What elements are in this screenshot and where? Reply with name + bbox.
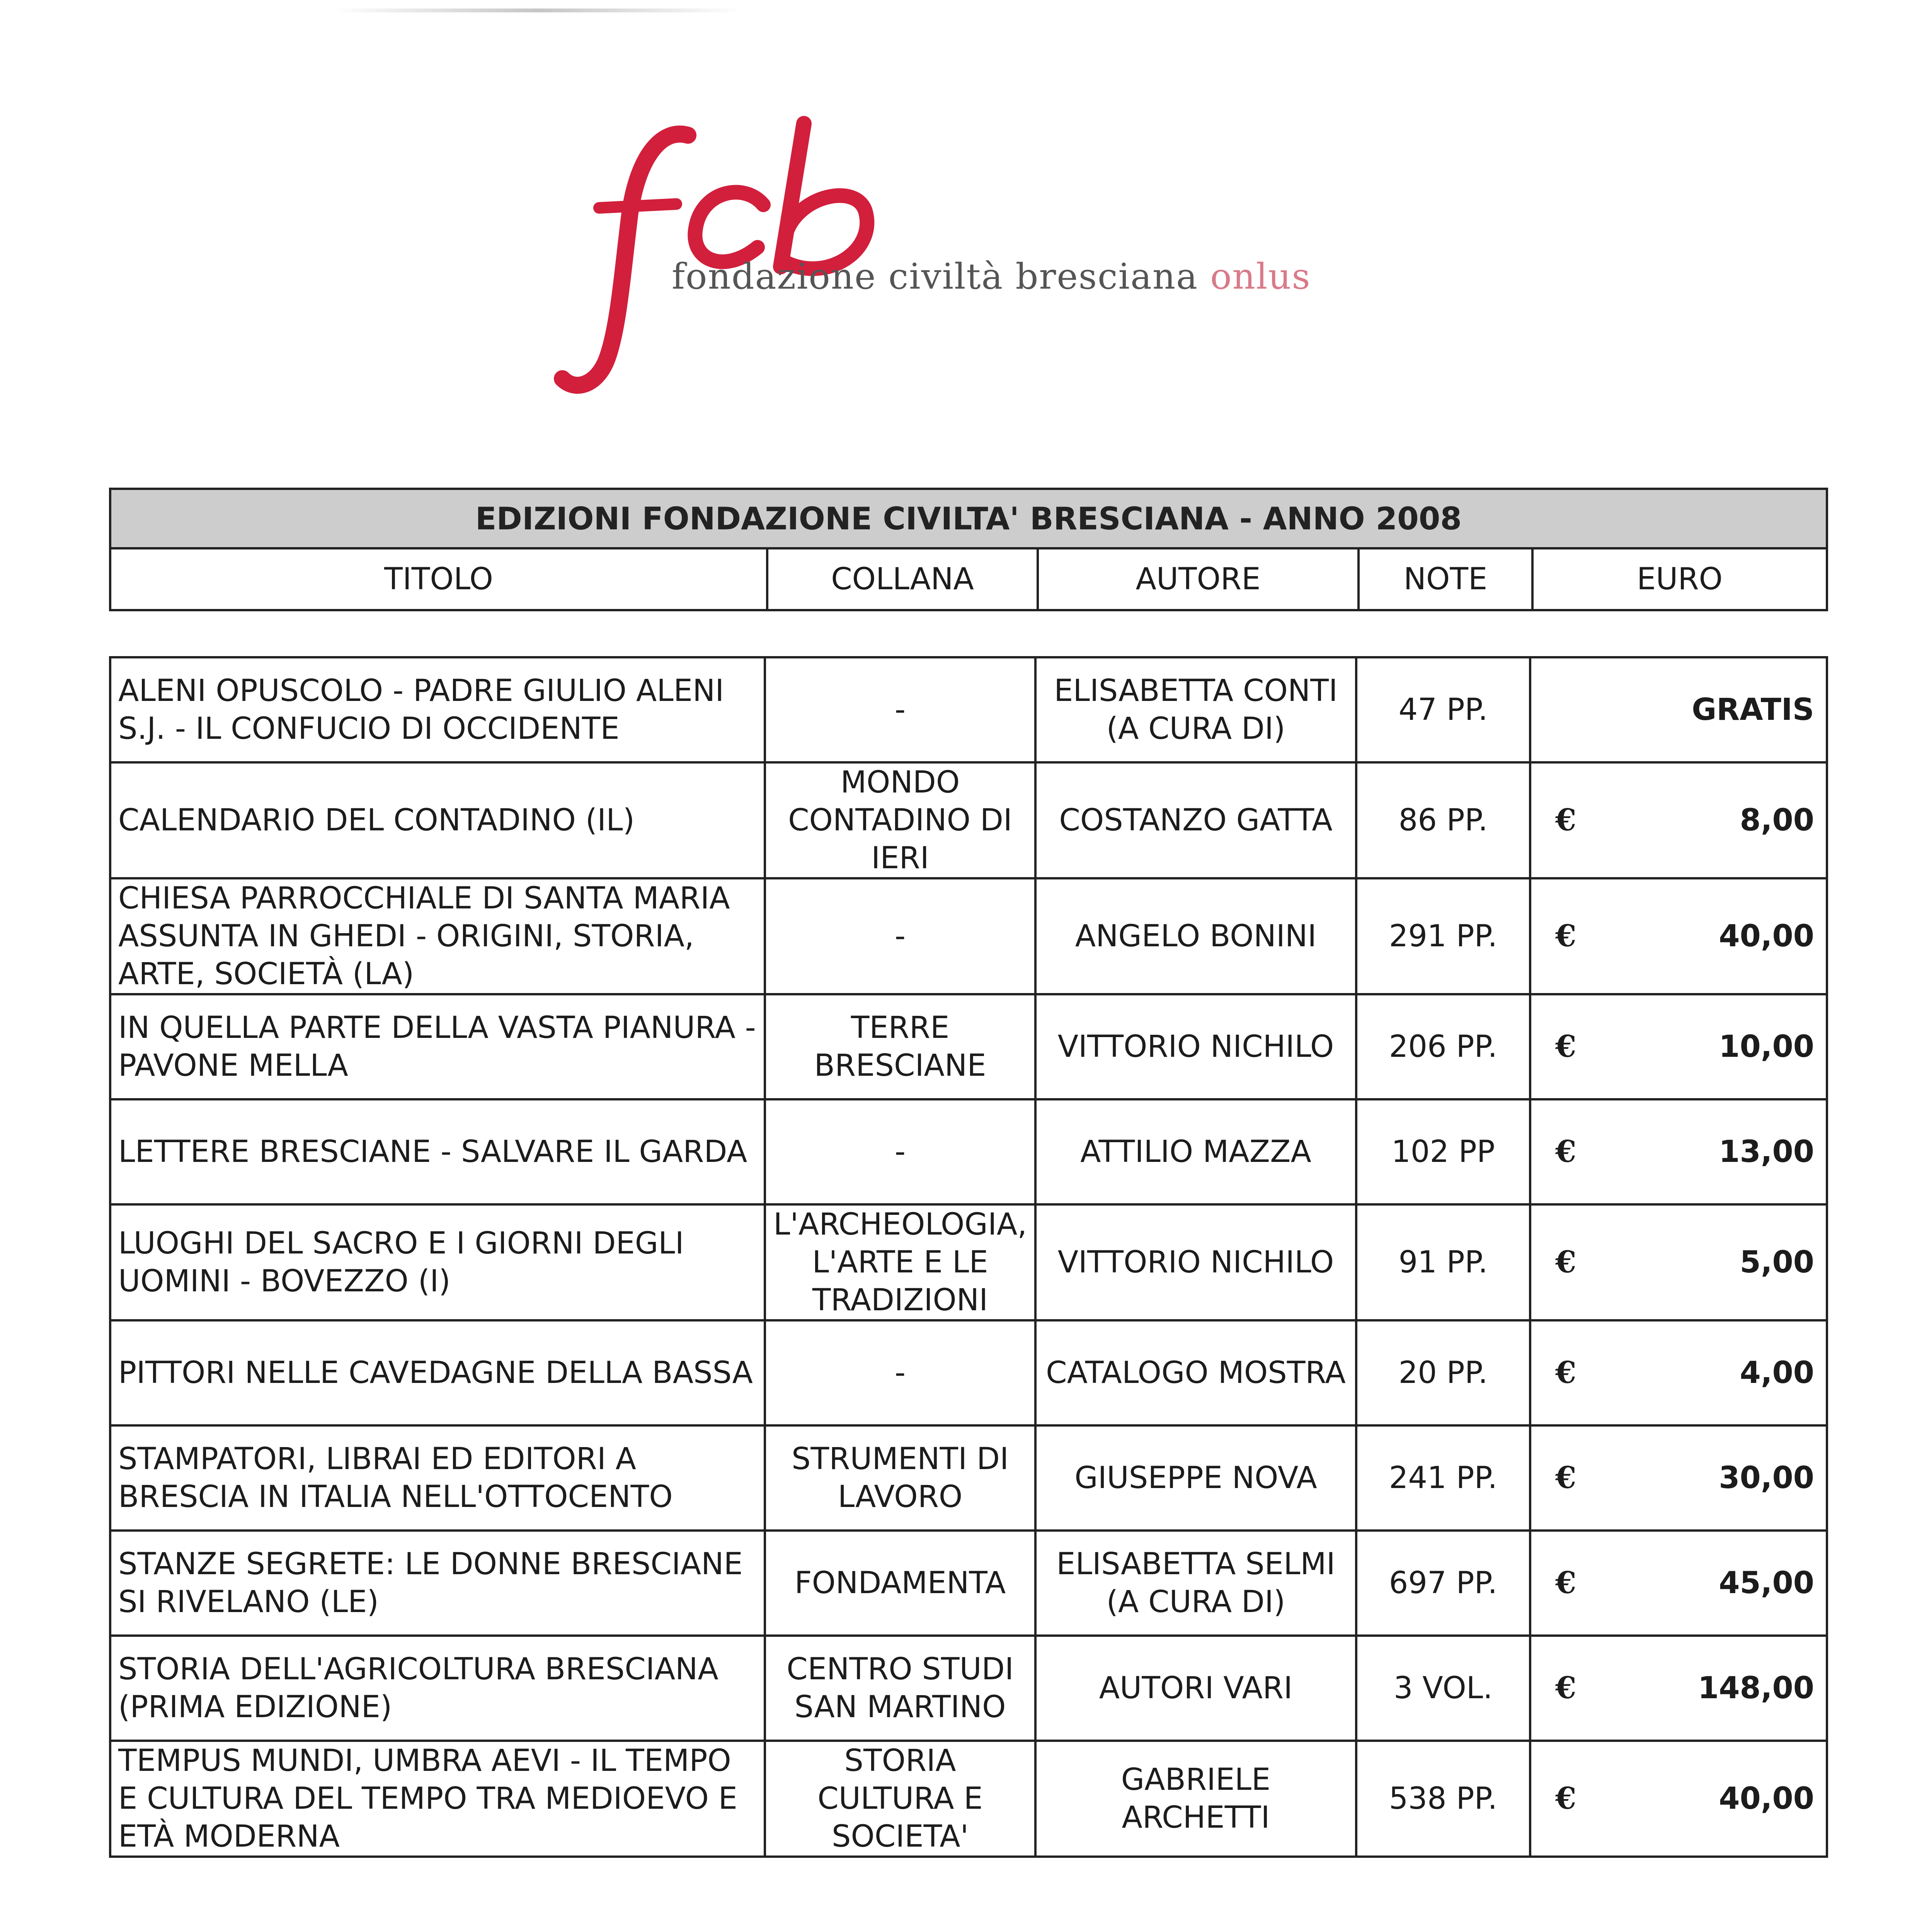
euro-symbol: €: [1555, 1245, 1577, 1280]
cell-collana: CENTRO STUDI SAN MARTINO: [765, 1636, 1035, 1741]
table-title: EDIZIONI FONDAZIONE CIVILTA' BRESCIANA - ANNO 2008: [475, 500, 1462, 537]
cell-collana: MONDO CONTADINO DI IERI: [765, 762, 1035, 878]
euro-symbol: €: [1555, 1670, 1577, 1706]
price-value: 148,00: [1698, 1671, 1814, 1706]
cell-euro: [1530, 994, 1827, 1099]
euro-symbol: €: [1555, 1355, 1577, 1390]
cell-note: 241 PP.: [1356, 1425, 1530, 1531]
publications-table-body: [110, 657, 1827, 1857]
cell-collana: STRUMENTI DI LAVORO: [765, 1425, 1035, 1531]
table-row: [110, 1636, 1827, 1741]
cell-note: 47 PP.: [1356, 657, 1530, 762]
logo-name: fondazione civiltà bresciana: [672, 256, 1198, 297]
price-value: GRATIS: [1692, 692, 1814, 727]
table-row: [110, 1204, 1827, 1320]
cell-collana: -: [765, 1320, 1035, 1425]
euro-symbol: €: [1555, 1460, 1577, 1495]
euro-symbol: €: [1555, 1029, 1577, 1064]
price-value: 8,00: [1740, 803, 1814, 838]
euro-symbol: €: [1555, 1781, 1577, 1816]
cell-autore: GIUSEPPE NOVA: [1035, 1425, 1356, 1531]
cell-note: 86 PP.: [1356, 762, 1530, 878]
cell-titolo: IN QUELLA PARTE DELLA VASTA PIANURA - PAVONE MELLA: [110, 994, 765, 1099]
cell-euro: [1530, 1320, 1827, 1425]
logo-onlus: onlus: [1210, 256, 1311, 297]
euro-symbol: €: [1555, 803, 1577, 838]
cell-note: 3 VOL.: [1356, 1636, 1530, 1741]
table-row: [110, 1425, 1827, 1531]
cell-autore: ANGELO BONINI: [1035, 878, 1356, 994]
cell-autore: GABRIELE ARCHETTI: [1035, 1741, 1356, 1857]
table-row: [110, 878, 1827, 994]
cell-euro: [1530, 1099, 1827, 1204]
table-title-band: [109, 488, 1828, 549]
table-header-row: [109, 547, 1828, 611]
cell-titolo: LUOGHI DEL SACRO E I GIORNI DEGLI UOMINI - BOVEZZO (I): [110, 1204, 765, 1320]
price-value: 40,00: [1719, 1781, 1814, 1816]
cell-note: 697 PP.: [1356, 1531, 1530, 1636]
price-value: 45,00: [1719, 1566, 1814, 1600]
cell-note: 206 PP.: [1356, 994, 1530, 1099]
cell-euro: [1530, 1741, 1827, 1857]
cell-euro: [1530, 1204, 1827, 1320]
publications-table: [109, 656, 1828, 1858]
cell-euro: [1530, 657, 1827, 762]
cell-titolo: TEMPUS MUNDI, UMBRA AEVI - IL TEMPO E CULTURA DEL TEMPO TRA MEDIOEVO E ETÀ MODERNA: [110, 1741, 765, 1857]
cell-titolo: LETTERE BRESCIANE - SALVARE IL GARDA: [110, 1099, 765, 1204]
cell-collana: FONDAMENTA: [765, 1531, 1035, 1636]
cell-collana: -: [765, 878, 1035, 994]
euro-symbol: €: [1555, 1134, 1577, 1169]
cell-autore: AUTORI VARI: [1035, 1636, 1356, 1741]
cell-note: 291 PP.: [1356, 878, 1530, 994]
table-row: [110, 657, 1827, 762]
cell-note: 538 PP.: [1356, 1741, 1530, 1857]
cell-collana: STORIA CULTURA E SOCIETA': [765, 1741, 1035, 1857]
price-value: 13,00: [1719, 1134, 1814, 1169]
price-value: 4,00: [1740, 1355, 1814, 1390]
table-row: [110, 1099, 1827, 1204]
cell-euro: [1530, 762, 1827, 878]
cell-titolo: PITTORI NELLE CAVEDAGNE DELLA BASSA: [110, 1320, 765, 1425]
cell-autore: ELISABETTA SELMI (A CURA DI): [1035, 1531, 1356, 1636]
cell-collana: -: [765, 1099, 1035, 1204]
price-value: 10,00: [1719, 1029, 1814, 1064]
cell-note: 91 PP.: [1356, 1204, 1530, 1320]
cell-titolo: ALENI OPUSCOLO - PADRE GIULIO ALENI S.J. - IL CONFUCIO DI OCCIDENTE: [110, 657, 765, 762]
price-value: 40,00: [1719, 919, 1814, 954]
header-collana: COLLANA: [766, 549, 1037, 609]
header-euro: EURO: [1531, 549, 1826, 609]
cell-autore: VITTORIO NICHILO: [1035, 994, 1356, 1099]
price-value: 5,00: [1740, 1245, 1814, 1280]
cell-autore: VITTORIO NICHILO: [1035, 1204, 1356, 1320]
cell-euro: [1530, 1425, 1827, 1531]
cell-note: 102 PP: [1356, 1099, 1530, 1204]
header-note: NOTE: [1357, 549, 1531, 609]
table-row: [110, 994, 1827, 1099]
scan-edge-mark: [332, 9, 742, 12]
table-row: [110, 1531, 1827, 1636]
cell-titolo: CALENDARIO DEL CONTADINO (IL): [110, 762, 765, 878]
cell-autore: COSTANZO GATTA: [1035, 762, 1356, 878]
table-row: [110, 1741, 1827, 1857]
cell-titolo: CHIESA PARROCCHIALE DI SANTA MARIA ASSUNTA IN GHEDI - ORIGINI, STORIA, ARTE, SOCIETÀ (LA): [110, 878, 765, 994]
cell-euro: [1530, 878, 1827, 994]
header-titolo: TITOLO: [384, 562, 493, 597]
cell-autore: ATTILIO MAZZA: [1035, 1099, 1356, 1204]
cell-euro: [1530, 1531, 1827, 1636]
table-row: [110, 762, 1827, 878]
cell-note: 20 PP.: [1356, 1320, 1530, 1425]
cell-collana: L'ARCHEOLOGIA, L'ARTE E LE TRADIZIONI: [765, 1204, 1035, 1320]
cell-titolo: STAMPATORI, LIBRAI ED EDITORI A BRESCIA IN ITALIA NELL'OTTOCENTO: [110, 1425, 765, 1531]
cell-autore: CATALOGO MOSTRA: [1035, 1320, 1356, 1425]
price-value: 30,00: [1719, 1461, 1814, 1495]
cell-collana: TERRE BRESCIANE: [765, 994, 1035, 1099]
euro-symbol: €: [1555, 918, 1577, 954]
cell-titolo: STANZE SEGRETE: LE DONNE BRESCIANE SI RIVELANO (LE): [110, 1531, 765, 1636]
euro-symbol: €: [1555, 1565, 1577, 1600]
logo-wordmark: [672, 256, 1311, 297]
cell-euro: [1530, 1636, 1827, 1741]
table-row: [110, 1320, 1827, 1425]
header-autore: AUTORE: [1037, 549, 1357, 609]
cell-titolo: STORIA DELL'AGRICOLTURA BRESCIANA (PRIMA EDIZIONE): [110, 1636, 765, 1741]
cell-collana: -: [765, 657, 1035, 762]
cell-autore: ELISABETTA CONTI (A CURA DI): [1035, 657, 1356, 762]
